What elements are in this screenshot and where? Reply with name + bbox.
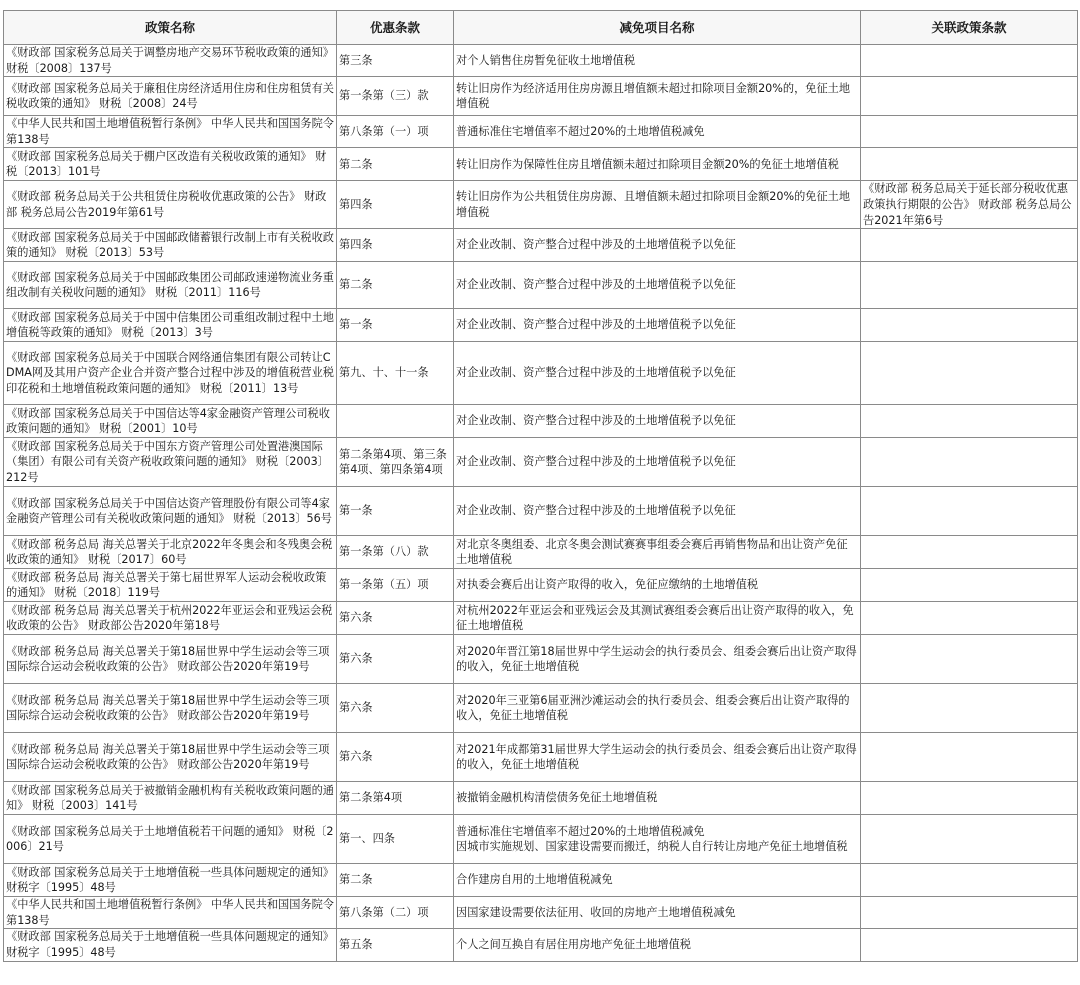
table-row [4,45,1078,77]
exemption-item-cell[interactable]: 转让旧房作为保障性住房且增值额未超过扣除项目金额20%的免征土地增值税 [454,148,861,181]
related-policy-cell[interactable] [861,782,1078,815]
exemption-item-cell[interactable]: 对2020年晋江第18届世界中学生运动会的执行委员会、组委会赛后出让资产取得的收入，免征土地增值税 [454,635,861,684]
related-policy-cell[interactable] [861,229,1078,262]
table-row [4,342,1078,405]
table-row [4,684,1078,733]
clause-cell[interactable]: 第一条 [337,487,454,536]
clause-cell[interactable]: 第一、四条 [337,815,454,864]
table-row [4,116,1078,148]
policy-name-cell[interactable]: 《财政部 税务总局 海关总署关于第18届世界中学生运动会等三项国际综合运动会税收政策的公告》 财政部公告2020年第19号 [4,684,337,733]
exemption-item-cell[interactable]: 普通标准住宅增值率不超过20%的土地增值税减免 因城市实施规划、国家建设需要而搬迁，纳税人自行转让房地产免征土地增值税 [454,815,861,864]
related-policy-cell[interactable] [861,148,1078,181]
table-row [4,438,1078,487]
table-row [4,148,1078,181]
related-policy-cell[interactable] [861,569,1078,602]
policy-name-cell[interactable]: 《财政部 国家税务总局关于中国联合网络通信集团有限公司转让CDMA网及其用户资产企业合并资产整合过程中涉及的增值税营业税印花税和土地增值税政策问题的通知》 财税〔2011〕13号 [4,342,337,405]
policy-name-cell[interactable]: 《财政部 国家税务总局关于土地增值税若干问题的通知》 财税〔2006〕21号 [4,815,337,864]
clause-cell[interactable]: 第六条 [337,602,454,635]
exemption-item-cell[interactable]: 对2020年三亚第6届亚洲沙滩运动会的执行委员会、组委会赛后出让资产取得的收入，免征土地增值税 [454,684,861,733]
exemption-item-cell[interactable]: 合作建房自用的土地增值税减免 [454,864,861,897]
related-policy-cell[interactable] [861,733,1078,782]
exemption-item-cell[interactable]: 对企业改制、资产整合过程中涉及的土地增值税予以免征 [454,342,861,405]
table-row [4,897,1078,929]
exemption-item-cell[interactable]: 转让旧房作为公共租赁住房房源、且增值额未超过扣除项目金额20%的免征土地增值税 [454,181,861,229]
clause-cell[interactable]: 第四条 [337,229,454,262]
related-policy-cell[interactable] [861,929,1078,961]
table-row [4,309,1078,342]
table-row [4,602,1078,635]
related-policy-cell[interactable] [861,116,1078,148]
exemption-item-cell[interactable]: 个人之间互换自有居住用房地产免征土地增值税 [454,929,861,961]
policy-name-cell[interactable]: 《财政部 税务总局 海关总署关于杭州2022年亚运会和亚残运会税收政策的公告》 财政部公告2020年第18号 [4,602,337,635]
related-policy-cell[interactable] [861,684,1078,733]
policy-name-cell[interactable]: 《财政部 税务总局关于公共租赁住房税收优惠政策的公告》 财政部 税务总局公告2019年第61号 [4,181,337,229]
table-row [4,635,1078,684]
exemption-item-cell[interactable]: 对执委会赛后出让资产取得的收入，免征应缴纳的土地增值税 [454,569,861,602]
policy-name-cell[interactable]: 《财政部 国家税务总局关于中国邮政储蓄银行改制上市有关税收政策的通知》 财税〔2013〕53号 [4,229,337,262]
header-related-policy[interactable]: 关联政策条款 [861,11,1078,45]
related-policy-cell[interactable]: 《财政部 税务总局关于延长部分税收优惠政策执行期限的公告》 财政部 税务总局公告2021年第6号 [861,181,1078,229]
related-policy-cell[interactable] [861,487,1078,536]
table-row [4,815,1078,864]
policy-name-cell[interactable]: 《财政部 国家税务总局关于中国邮政集团公司邮政速递物流业务重组改制有关税收问题的通知》 财税〔2011〕116号 [4,262,337,309]
table-row [4,864,1078,897]
related-policy-cell[interactable] [861,438,1078,487]
exemption-item-cell[interactable]: 对杭州2022年亚运会和亚残运会及其测试赛组委会赛后出让资产取得的收入，免征土地增值税 [454,602,861,635]
exemption-item-cell[interactable]: 对企业改制、资产整合过程中涉及的土地增值税予以免征 [454,229,861,262]
table-row [4,487,1078,536]
clause-cell[interactable]: 第四条 [337,181,454,229]
related-policy-cell[interactable] [861,342,1078,405]
clause-cell[interactable]: 第六条 [337,635,454,684]
related-policy-cell[interactable] [861,602,1078,635]
header-policy-name[interactable]: 政策名称 [4,11,337,45]
related-policy-cell[interactable] [861,897,1078,929]
policy-name-cell[interactable]: 《财政部 税务总局 海关总署关于第七届世界军人运动会税收政策的通知》 财税〔2018〕119号 [4,569,337,602]
policy-name-cell[interactable]: 《中华人民共和国土地增值税暂行条例》 中华人民共和国国务院令第138号 [4,897,337,929]
exemption-item-cell[interactable]: 因国家建设需要依法征用、收回的房地产土地增值税减免 [454,897,861,929]
clause-cell[interactable] [337,405,454,438]
table-row [4,77,1078,116]
policy-name-cell[interactable]: 《中华人民共和国土地增值税暂行条例》 中华人民共和国国务院令第138号 [4,116,337,148]
clause-cell[interactable]: 第二条 [337,262,454,309]
exemption-item-cell[interactable]: 普通标准住宅增值率不超过20%的土地增值税减免 [454,116,861,148]
exemption-item-cell[interactable]: 对企业改制、资产整合过程中涉及的土地增值税予以免征 [454,309,861,342]
policy-name-cell[interactable]: 《财政部 国家税务总局关于中国信达资产管理股份有限公司等4家金融资产管理公司有关税收政策问题的通知》 财税〔2013〕56号 [4,487,337,536]
clause-cell[interactable]: 第九、十、十一条 [337,342,454,405]
clause-cell[interactable]: 第六条 [337,733,454,782]
table-row [4,536,1078,569]
related-policy-cell[interactable] [861,405,1078,438]
clause-cell[interactable]: 第八条第（一）项 [337,116,454,148]
clause-cell[interactable]: 第一条第（八）款 [337,536,454,569]
clause-cell[interactable]: 第一条第（三）款 [337,77,454,116]
exemption-item-cell[interactable]: 对个人销售住房暂免征收土地增值税 [454,45,861,77]
table-row [4,405,1078,438]
header-exemption-item[interactable]: 减免项目名称 [454,11,861,45]
clause-cell[interactable]: 第八条第（二）项 [337,897,454,929]
clause-cell[interactable]: 第五条 [337,929,454,961]
exemption-item-cell[interactable]: 对企业改制、资产整合过程中涉及的土地增值税予以免征 [454,487,861,536]
policy-name-cell[interactable]: 《财政部 国家税务总局关于土地增值税一些具体问题规定的通知》 财税字〔1995〕48号 [4,929,337,961]
exemption-item-cell[interactable]: 转让旧房作为经济适用住房房源且增值额未超过扣除项目金额20%的，免征土地增值税 [454,77,861,116]
table-row [4,929,1078,961]
exemption-item-cell[interactable]: 对2021年成都第31届世界大学生运动会的执行委员会、组委会赛后出让资产取得的收入，免征土地增值税 [454,733,861,782]
policy-name-cell[interactable]: 《财政部 国家税务总局关于土地增值税一些具体问题规定的通知》 财税字〔1995〕48号 [4,864,337,897]
related-policy-cell[interactable] [861,635,1078,684]
related-policy-cell[interactable] [861,536,1078,569]
clause-cell[interactable]: 第二条第4项 [337,782,454,815]
table-row [4,733,1078,782]
exemption-item-cell[interactable]: 对企业改制、资产整合过程中涉及的土地增值税予以免征 [454,438,861,487]
related-policy-cell[interactable] [861,262,1078,309]
header-clause[interactable]: 优惠条款 [337,11,454,45]
table-row [4,262,1078,309]
policy-spreadsheet [3,10,1077,962]
clause-cell[interactable]: 第二条 [337,864,454,897]
clause-cell[interactable]: 第二条 [337,148,454,181]
related-policy-cell[interactable] [861,864,1078,897]
policy-name-cell[interactable]: 《财政部 税务总局 海关总署关于第18届世界中学生运动会等三项国际综合运动会税收政策的公告》 财政部公告2020年第19号 [4,733,337,782]
policy-name-cell[interactable]: 《财政部 国家税务总局关于中国东方资产管理公司处置港澳国际（集团）有限公司有关资产税收政策问题的通知》 财税〔2003〕212号 [4,438,337,487]
policy-name-cell[interactable]: 《财政部 税务总局 海关总署关于北京2022年冬奥会和冬残奥会税收政策的通知》 财税〔2017〕60号 [4,536,337,569]
exemption-item-cell[interactable]: 对北京冬奥组委、北京冬奥会测试赛赛事组委会赛后再销售物品和出让资产免征土地增值税 [454,536,861,569]
related-policy-cell[interactable] [861,815,1078,864]
exemption-item-cell[interactable]: 对企业改制、资产整合过程中涉及的土地增值税予以免征 [454,262,861,309]
clause-cell[interactable]: 第六条 [337,684,454,733]
policy-name-cell[interactable]: 《财政部 国家税务总局关于被撤销金融机构有关税收政策问题的通知》 财税〔2003〕141号 [4,782,337,815]
exemption-item-cell[interactable]: 被撤销金融机构清偿债务免征土地增值税 [454,782,861,815]
exemption-item-cell[interactable]: 对企业改制、资产整合过程中涉及的土地增值税予以免征 [454,405,861,438]
clause-cell[interactable]: 第二条第4项、第三条第4项、第四条第4项 [337,438,454,487]
policy-name-cell[interactable]: 《财政部 国家税务总局关于调整房地产交易环节税收政策的通知》 财税〔2008〕137号 [4,45,337,77]
policy-name-cell[interactable]: 《财政部 税务总局 海关总署关于第18届世界中学生运动会等三项国际综合运动会税收政策的公告》 财政部公告2020年第19号 [4,635,337,684]
policy-name-cell[interactable]: 《财政部 国家税务总局关于棚户区改造有关税收政策的通知》 财税〔2013〕101号 [4,148,337,181]
clause-cell[interactable]: 第三条 [337,45,454,77]
table-row [4,569,1078,602]
table-row [4,782,1078,815]
table-body [4,45,1078,962]
related-policy-cell[interactable] [861,309,1078,342]
table-row [4,181,1078,229]
policy-name-cell[interactable]: 《财政部 国家税务总局关于中国中信集团公司重组改制过程中土地增值税等政策的通知》 财税〔2013〕3号 [4,309,337,342]
policy-name-cell[interactable]: 《财政部 国家税务总局关于中国信达等4家金融资产管理公司税收政策问题的通知》 财税〔2001〕10号 [4,405,337,438]
policy-table [3,10,1078,962]
header-row [4,11,1078,45]
table-row [4,229,1078,262]
clause-cell[interactable]: 第一条第（五）项 [337,569,454,602]
related-policy-cell[interactable] [861,77,1078,116]
related-policy-cell[interactable] [861,45,1078,77]
clause-cell[interactable]: 第一条 [337,309,454,342]
policy-name-cell[interactable]: 《财政部 国家税务总局关于廉租住房经济适用住房和住房租赁有关税收政策的通知》 财税〔2008〕24号 [4,77,337,116]
